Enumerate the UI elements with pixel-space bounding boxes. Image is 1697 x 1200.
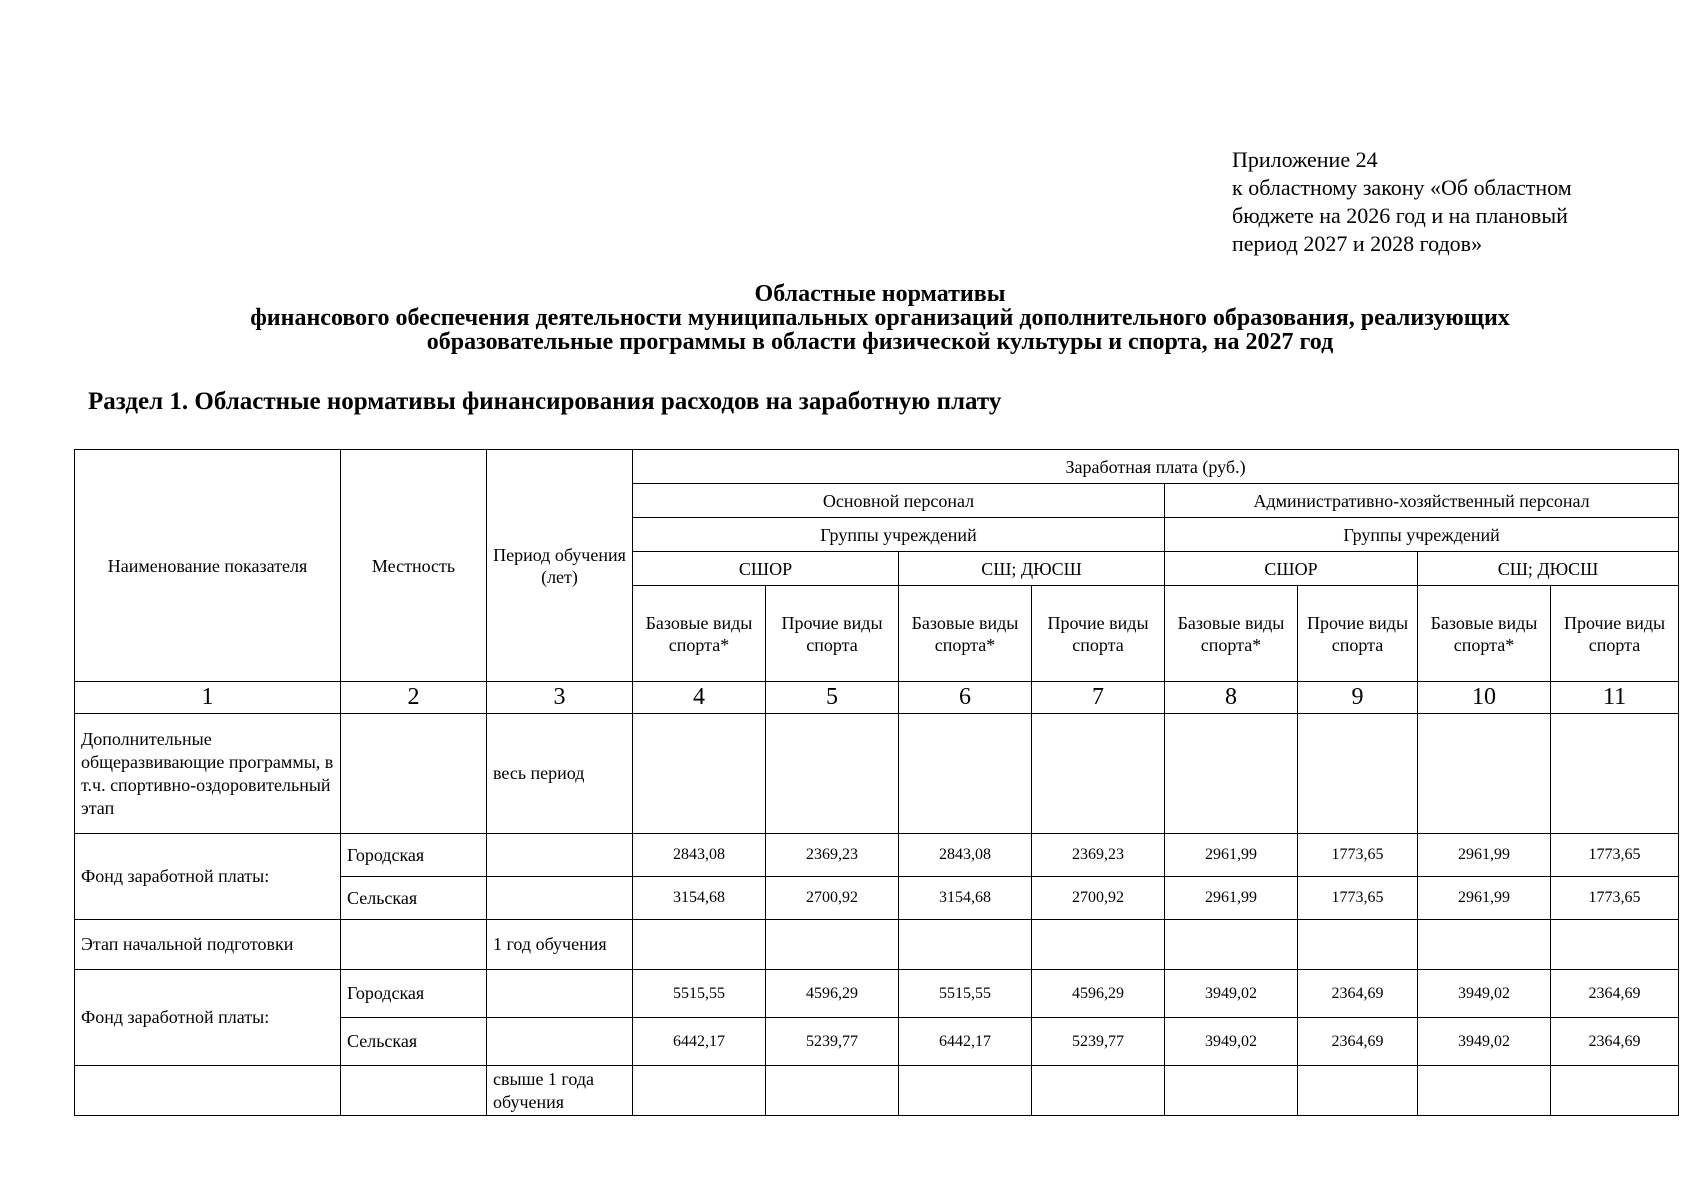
value-cell: 3154,68 <box>633 877 766 920</box>
header-basic-sports: Базовые виды спорта* <box>633 586 766 682</box>
value-cell <box>1298 714 1418 834</box>
value-cell <box>1032 1066 1165 1116</box>
value-cell: 5239,77 <box>766 1018 899 1066</box>
value-cell: 3949,02 <box>1165 970 1298 1018</box>
value-cell: 2961,99 <box>1165 834 1298 877</box>
table-row <box>75 834 1679 877</box>
value-cell <box>633 1066 766 1116</box>
value-cell <box>899 714 1032 834</box>
header-admin-staff: Административно-хозяйственный персонал <box>1165 484 1679 518</box>
header-other-sports: Прочие виды спорта <box>766 586 899 682</box>
locality-cell <box>341 1066 487 1116</box>
column-number: 4 <box>633 682 766 714</box>
locality-cell: Городская <box>341 834 487 877</box>
value-cell: 3949,02 <box>1418 1018 1551 1066</box>
value-cell <box>766 714 899 834</box>
value-cell: 1773,65 <box>1298 877 1418 920</box>
row-label: Фонд заработной платы: <box>75 970 341 1066</box>
value-cell: 2369,23 <box>766 834 899 877</box>
value-cell <box>1551 920 1679 970</box>
locality-cell <box>341 920 487 970</box>
header-period: Период обучения (лет) <box>487 450 633 682</box>
column-number: 3 <box>487 682 633 714</box>
value-cell: 2843,08 <box>899 834 1032 877</box>
period-cell <box>487 970 633 1018</box>
title-line-2: финансового обеспечения деятельности муниципальных организаций дополнительного образования, реализующих <box>250 305 1510 331</box>
header-other-sports: Прочие виды спорта <box>1298 586 1418 682</box>
column-number: 7 <box>1032 682 1165 714</box>
header-groups-admin: Группы учреждений <box>1165 518 1679 552</box>
table-row <box>75 970 1679 1018</box>
value-cell: 3154,68 <box>899 877 1032 920</box>
row-label: Фонд заработной платы: <box>75 834 341 920</box>
header-sshor-admin: СШОР <box>1165 552 1418 586</box>
value-cell: 2961,99 <box>1418 834 1551 877</box>
title-line-1: Областные нормативы <box>754 281 1006 307</box>
value-cell: 3949,02 <box>1165 1018 1298 1066</box>
table-row <box>75 714 1679 834</box>
value-cell: 5239,77 <box>1032 1018 1165 1066</box>
value-cell <box>633 714 766 834</box>
period-cell <box>487 877 633 920</box>
title-line-3: образовательные программы в области физической культуры и спорта, на 2027 год <box>426 329 1334 355</box>
appendix-line-2: к областному закону «Об областном <box>1232 175 1572 200</box>
header-salary: Заработная плата (руб.) <box>633 450 1679 484</box>
appendix-line-4: период 2027 и 2028 годов» <box>1232 231 1483 256</box>
appendix-line-3: бюджете на 2026 год и на плановый <box>1232 203 1568 228</box>
value-cell: 2369,23 <box>1032 834 1165 877</box>
header-locality: Местность <box>341 450 487 682</box>
header-sshor-main: СШОР <box>633 552 899 586</box>
locality-cell <box>341 714 487 834</box>
column-number: 10 <box>1418 682 1551 714</box>
header-ssh-main: СШ; ДЮСШ <box>899 552 1165 586</box>
locality-cell: Сельская <box>341 1018 487 1066</box>
value-cell: 2700,92 <box>1032 877 1165 920</box>
header-basic-sports: Базовые виды спорта* <box>1418 586 1551 682</box>
appendix-line-1: Приложение 24 <box>1232 147 1378 172</box>
value-cell: 2843,08 <box>633 834 766 877</box>
column-number: 2 <box>341 682 487 714</box>
value-cell: 1773,65 <box>1551 877 1679 920</box>
row-label: Дополнительные общеразвивающие программы, в т.ч. спортивно-оздоровительный этап <box>75 714 341 834</box>
value-cell <box>1165 714 1298 834</box>
period-cell: свыше 1 года обучения <box>487 1066 633 1116</box>
value-cell: 4596,29 <box>1032 970 1165 1018</box>
value-cell <box>766 1066 899 1116</box>
value-cell <box>766 920 899 970</box>
header-other-sports: Прочие виды спорта <box>1551 586 1679 682</box>
column-number: 1 <box>75 682 341 714</box>
table-row <box>75 920 1679 970</box>
column-number: 9 <box>1298 682 1418 714</box>
value-cell: 2700,92 <box>766 877 899 920</box>
value-cell <box>1298 1066 1418 1116</box>
header-other-sports: Прочие виды спорта <box>1032 586 1165 682</box>
value-cell <box>1032 920 1165 970</box>
appendix-note <box>1232 146 1672 258</box>
period-cell: весь период <box>487 714 633 834</box>
value-cell: 2961,99 <box>1418 877 1551 920</box>
period-cell <box>487 834 633 877</box>
value-cell <box>899 920 1032 970</box>
value-cell <box>1418 1066 1551 1116</box>
row-label: Этап начальной подготовки <box>75 920 341 970</box>
value-cell: 1773,65 <box>1298 834 1418 877</box>
value-cell <box>1165 1066 1298 1116</box>
header-name: Наименование показателя <box>75 450 341 682</box>
value-cell: 1773,65 <box>1551 834 1679 877</box>
value-cell: 6442,17 <box>633 1018 766 1066</box>
value-cell <box>1551 1066 1679 1116</box>
column-number: 6 <box>899 682 1032 714</box>
value-cell: 5515,55 <box>633 970 766 1018</box>
header-main-staff: Основной персонал <box>633 484 1165 518</box>
value-cell <box>1032 714 1165 834</box>
value-cell <box>633 920 766 970</box>
column-number: 8 <box>1165 682 1298 714</box>
value-cell: 2364,69 <box>1298 970 1418 1018</box>
value-cell: 5515,55 <box>899 970 1032 1018</box>
section-title: Раздел 1. Областные нормативы финансирования расходов на заработную плату <box>88 388 1002 415</box>
header-groups-main: Группы учреждений <box>633 518 1165 552</box>
document-title <box>110 282 1650 354</box>
row-label <box>75 1066 341 1116</box>
period-cell <box>487 1018 633 1066</box>
header-ssh-admin: СШ; ДЮСШ <box>1418 552 1679 586</box>
table-row <box>75 1066 1679 1116</box>
value-cell: 2364,69 <box>1551 1018 1679 1066</box>
value-cell: 6442,17 <box>899 1018 1032 1066</box>
value-cell <box>899 1066 1032 1116</box>
locality-cell: Городская <box>341 970 487 1018</box>
value-cell: 3949,02 <box>1418 970 1551 1018</box>
value-cell: 2961,99 <box>1165 877 1298 920</box>
value-cell: 4596,29 <box>766 970 899 1018</box>
salary-norms-table <box>74 449 1679 1116</box>
header-basic-sports: Базовые виды спорта* <box>899 586 1032 682</box>
period-cell: 1 год обучения <box>487 920 633 970</box>
column-numbers-row <box>75 682 1679 714</box>
header-basic-sports: Базовые виды спорта* <box>1165 586 1298 682</box>
value-cell <box>1418 920 1551 970</box>
value-cell <box>1551 714 1679 834</box>
column-number: 11 <box>1551 682 1679 714</box>
column-number: 5 <box>766 682 899 714</box>
value-cell: 2364,69 <box>1551 970 1679 1018</box>
value-cell <box>1418 714 1551 834</box>
value-cell <box>1298 920 1418 970</box>
value-cell: 2364,69 <box>1298 1018 1418 1066</box>
locality-cell: Сельская <box>341 877 487 920</box>
value-cell <box>1165 920 1298 970</box>
